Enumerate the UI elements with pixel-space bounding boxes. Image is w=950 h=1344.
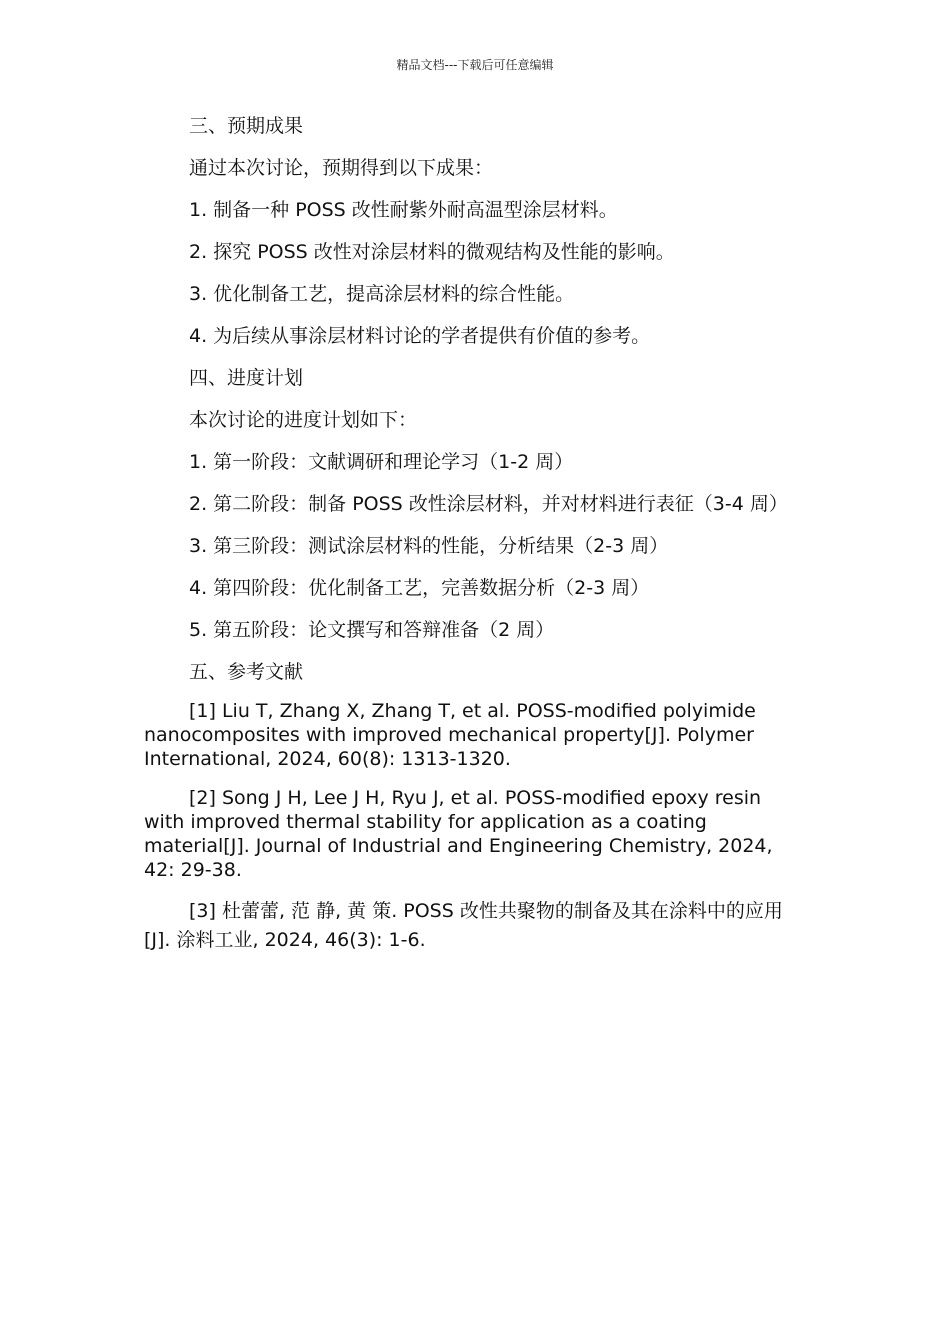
reference-item: [1] Liu T, Zhang X, Zhang T, et al. POSS-modified polyimide nanocomposites with improved mechanical property[J]. Polymer International, 2024, 60(8): 1313-1320. (144, 700, 756, 770)
schedule-item: 1. 第一阶段：文献调研和理论学习（1-2 周） (189, 451, 574, 473)
document-body (144, 114, 794, 955)
reference-item: [2] Song J H, Lee J H, Ryu J, et al. POSS-modified epoxy resin with improved thermal stability for application as a coating material[J]. Journal of Industrial and Engineering Chemistry, 2024, 42: 29-38. (144, 787, 773, 881)
schedule-item: 2. 第二阶段：制备 POSS 改性涂层材料，并对材料进行表征（3-4 周） (189, 493, 788, 515)
schedule-item: 3. 第三阶段：测试涂层材料的性能，分析结果（2-3 周） (189, 535, 669, 557)
section-heading-schedule: 四、进度计划 (189, 367, 304, 389)
expected-result-item: 2. 探究 POSS 改性对涂层材料的微观结构及性能的影响。 (189, 241, 675, 263)
schedule-intro: 本次讨论的进度计划如下： (189, 409, 418, 431)
expected-result-item: 1. 制备一种 POSS 改性耐紫外耐高温型涂层材料。 (189, 199, 618, 221)
schedule-item: 4. 第四阶段：优化制备工艺，完善数据分析（2-3 周） (189, 577, 650, 599)
expected-result-item: 4. 为后续从事涂层材料讨论的学者提供有价值的参考。 (189, 325, 651, 347)
expected-results-intro: 通过本次讨论，预期得到以下成果： (189, 157, 494, 179)
page-header: 精品文档---下载后可任意编辑 (396, 58, 554, 72)
section-heading-expected-results: 三、预期成果 (189, 115, 304, 137)
expected-result-item: 3. 优化制备工艺，提高涂层材料的综合性能。 (189, 283, 575, 305)
schedule-item: 5. 第五阶段：论文撰写和答辩准备（2 周） (189, 619, 555, 641)
section-heading-references: 五、参考文献 (189, 661, 304, 683)
reference-item: [3] 杜蕾蕾, 范 静, 黄 策. POSS 改性共聚物的制备及其在涂料中的应用[J]. 涂料工业, 2024, 46(3): 1-6. (144, 900, 783, 951)
